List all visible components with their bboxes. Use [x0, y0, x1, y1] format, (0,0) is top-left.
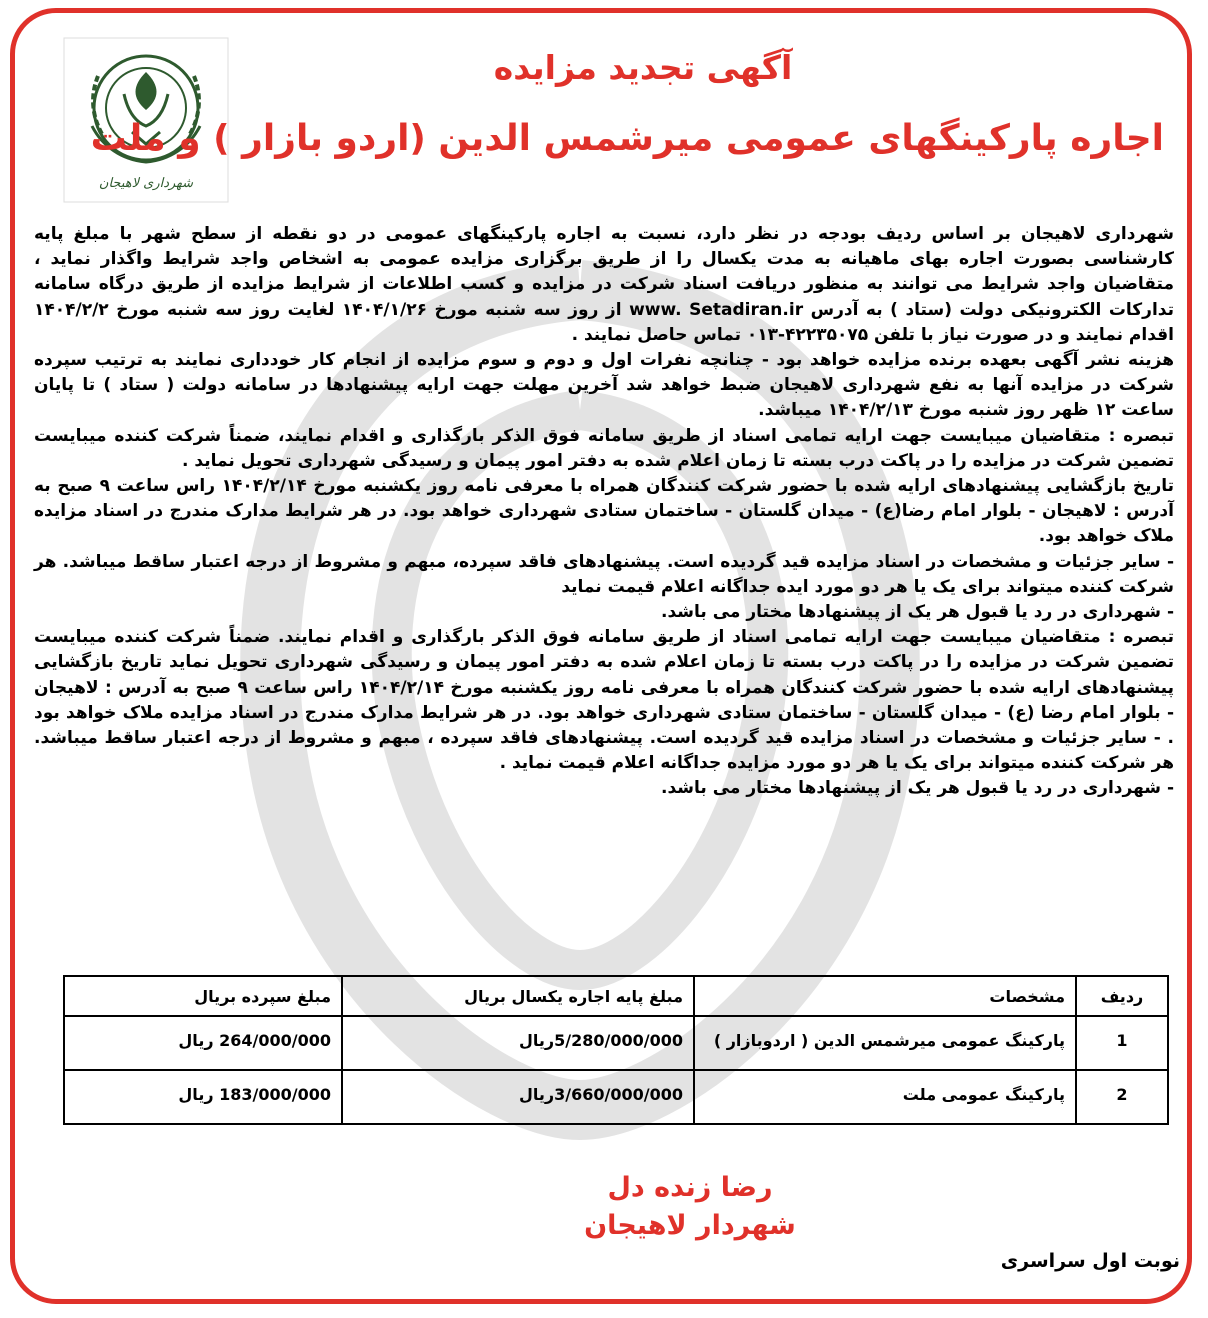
signatory-name: رضا زنده دل — [607, 1172, 773, 1203]
body-paragraph: - شهرداری در رد یا قبول هر یک از پیشنهادها مختار می باشد. — [661, 778, 1174, 799]
signatory-role: شهردار لاهیجان — [584, 1210, 796, 1241]
row-spec: پارکینگ عمومی میرشمس الدین ( اردوبازار ) — [694, 1016, 1076, 1070]
body-paragraph: تبصره : متقاضیان میبایست جهت ارایه تمامی اسناد از طریق سامانه فوق الذکر بارگذاری و اقدام نمایند، ضمناً شرکت کننده میبایست تضمین شرکت در مزایده را در پاکت درب بسته تا زمان اعلام شده به دفتر امور پیمان و رسیدگی شهرداری تحویل نماید . — [34, 425, 1174, 471]
row-base-price: 5/280/000/000ریال — [342, 1016, 694, 1070]
header-deposit: مبلغ سپرده بریال — [64, 976, 342, 1016]
header-specs: مشخصات — [694, 976, 1076, 1016]
header-row-number: ردیف — [1076, 976, 1168, 1016]
header-base-price: مبلغ پایه اجاره یکسال بریال — [342, 976, 694, 1016]
notice-body — [34, 222, 1174, 802]
body-paragraph: - سایر جزئیات و مشخصات در اسناد مزایده قید گردیده است. پیشنهادهای فاقد سپرده، مبهم و مشروط از درجه اعتبار ساقط میباشد. هر شرکت کننده میتواند برای یک یا هر دو مورد ایده جداگانه اعلام قیمت نماید — [34, 551, 1174, 597]
table-row — [64, 1070, 1168, 1124]
row-base-price: 3/660/000/000ریال — [342, 1070, 694, 1124]
row-deposit: 183/000/000 ریال — [64, 1070, 342, 1124]
publication-turn: نوبت اول سراسری — [1000, 1250, 1180, 1272]
body-paragraph: هزینه نشر آگهی بعهده برنده مزایده خواهد بود - چنانچه نفرات اول و دوم و سوم مزایده از انجام کار خودداری نمایند به ترتیب سپرده شرکت در مزایده آنها به نفع شهرداری لاهیجان ضبط خواهد شد آخرین مهلت جهت ارایه پیشنهادها در سامانه دولت ( ستاد ) تا پایان ساعت ۱۲ ظهر روز شنبه مورخ ۱۴۰۴/۲/۱۳ میباشد. — [34, 350, 1174, 421]
row-deposit: 264/000/000 ریال — [64, 1016, 342, 1070]
body-paragraph: - شهرداری در رد یا قبول هر یک از پیشنهادها مختار می باشد. — [661, 602, 1174, 623]
body-paragraph: تبصره : متقاضیان میبایست جهت ارایه تمامی اسناد از طریق سامانه فوق الذکر بارگذاری و اقدام نمایند. ضمناً شرکت کننده میبایست تضمین شرکت در مزایده را در پاکت درب بسته تا زمان اعلام شده به دفتر امور پیمان و رسیدگی شهرداری تحویل نماید تاریخ بازگشایی پیشنهادهای ارایه شده با حضور شرکت کنندگان همراه با معرفی نامه روز یکشنبه مورخ ۱۴۰۴/۲/۱۴ راس ساعت ۹ صبح به آدرس : لاهیجان - بلوار امام رضا (ع) - میدان گلستان - ساختمان ستادی شهرداری خواهد بود. در هر شرایط مدارک مندرج در اسناد مزایده ملاک خواهد بود . - سایر جزئیات و مشخصات در اسناد مزایده قید گردیده است. پیشنهادهای فاقد سپرده ، مبهم و مشروط از درجه اعتبار ساقط میباشد. هر شرکت کننده میتواند برای یک یا هر دو مورد مزایده جداگانه اعلام قیمت نماید . — [34, 627, 1174, 774]
body-paragraph: شهرداری لاهیجان بر اساس ردیف بودجه در نظر دارد، نسبت به اجاره پارکینگهای عمومی در دو نقطه از سطح شهر با مبلغ پایه کارشناسی بصورت اجاره بهای ماهیانه به مدت یکسال را از طریق برگزاری مزایده عمومی به اشخاص واجد شرایط واگذار نماید ، متقاضیان واجد شرایط می توانند به منظور دریافت اسناد شرکت در مزایده و کسب اطلاعات از شرایط مزایده از طریق درگاه سامانه تدارکات الکترونیکی دولت (ستاد ) به آدرس www. Setadiran.ir از روز سه شنبه مورخ ۱۴۰۴/۱/۲۶ لغایت روز سه شنبه مورخ ۱۴۰۴/۲/۲ اقدام نمایند و در صورت نیاز با تلفن ۴۲۲۳۵۰۷۵-۰۱۳ تماس حاصل نمایند . — [34, 224, 1174, 345]
table-header-row — [64, 976, 1168, 1016]
row-number: 1 — [1076, 1016, 1168, 1070]
body-paragraph: تاریخ بازگشایی پیشنهادهای ارایه شده با حضور شرکت کنندگان همراه با معرفی نامه روز یکشنبه مورخ ۱۴۰۴/۲/۱۴ راس ساعت ۹ صبح به آدرس : لاهیجان - بلوار امام رضا(ع) - میدان گلستان - ساختمان ستادی شهرداری خواهد بود. در هر شرایط مدارک مندرج در اسناد مزایده ملاک خواهد بود. — [34, 476, 1175, 547]
row-number: 2 — [1076, 1070, 1168, 1124]
notice-title: آگهی تجدید مزایده — [493, 48, 793, 87]
auction-items-table — [63, 975, 1169, 1125]
row-spec: پارکینگ عمومی ملت — [694, 1070, 1076, 1124]
notice-subtitle: اجاره پارکینگهای عمومی میرشمس الدین (اردو بازار ) و ملت — [90, 118, 1164, 159]
logo-caption: شهرداری لاهیجان — [98, 176, 194, 191]
table-row — [64, 1016, 1168, 1070]
